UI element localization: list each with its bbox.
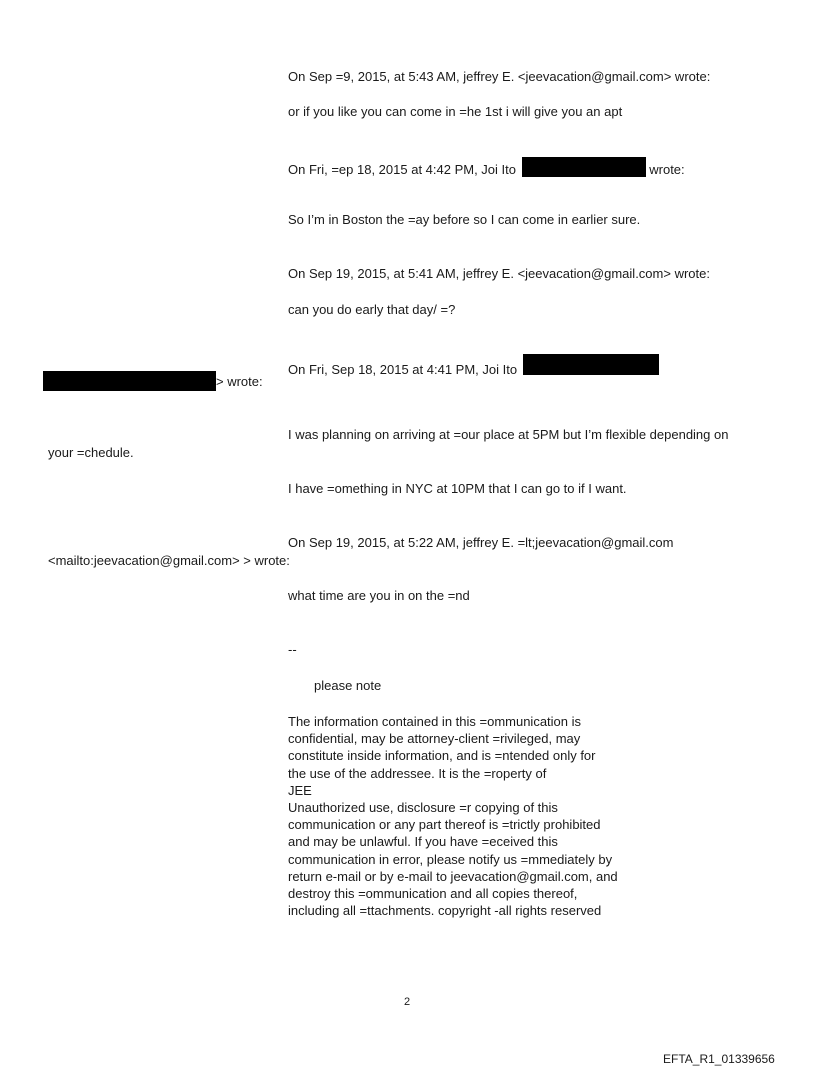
page-number: 2: [404, 996, 411, 1008]
email-body-4-line-1: I was planning on arriving at =our place at 5PM but I’m flexible depending on: [288, 427, 729, 442]
email-header-5-line-2: <mailto:jeevacation@gmail.com> > wrote:: [48, 553, 290, 568]
redaction-box: [523, 354, 659, 375]
email-header-2-text: On Fri, =ep 18, 2015 at 4:42 PM, Joi Ito: [288, 162, 516, 177]
notice-line: communication or any part thereof is =trictly prohibited: [288, 817, 601, 833]
email-header-2: [288, 157, 685, 178]
notice-line: Unauthorized use, disclosure =r copying of this: [288, 800, 558, 816]
email-header-2-wrote: wrote:: [649, 162, 685, 177]
notice-line: destroy this =ommunication and all copies thereof,: [288, 886, 578, 902]
notice-line: confidential, may be attorney-client =rivileged, may: [288, 731, 581, 747]
notice-title: please note: [314, 678, 382, 693]
email-header-1: On Sep =9, 2015, at 5:43 AM, jeffrey E. <jeevacation@gmail.com> wrote:: [288, 69, 711, 84]
redaction-box: [522, 157, 646, 177]
notice-line: return e-mail or by e-mail to jeevacation@gmail.com, and: [288, 868, 618, 884]
email-header-5-line-1: On Sep 19, 2015, at 5:22 AM, jeffrey E. =lt;jeevacation@gmail.com: [288, 535, 674, 550]
email-header-4-text: On Fri, Sep 18, 2015 at 4:41 PM, Joi Ito: [288, 362, 518, 377]
notice-line: the use of the addressee. It is the =roperty of: [288, 765, 547, 781]
notice-line: JEE: [288, 782, 312, 798]
notice-line: constitute inside information, and is =ntended only for: [288, 748, 596, 764]
notice-line: and may be unlawful. If you have =eceived this: [288, 834, 558, 850]
email-body-6: what time are you in on the =nd: [288, 588, 470, 603]
redaction-box: [43, 371, 216, 391]
email-body-4-line-2: your =chedule.: [48, 445, 134, 460]
email-body-1: or if you like you can come in =he 1st i will give you an apt: [288, 104, 623, 119]
signature-separator: --: [288, 642, 297, 657]
notice-line: communication in error, please notify us =mmediately by: [288, 851, 613, 867]
email-header-4-continuation: > wrote:: [216, 374, 263, 389]
notice-line: The information contained in this =ommunication is: [288, 714, 582, 729]
email-header-4: [288, 354, 659, 378]
email-body-5: I have =omething in NYC at 10PM that I can go to if I want.: [288, 481, 627, 496]
notice-line: including all =ttachments. copyright -all rights reserved: [288, 903, 602, 919]
document-id: EFTA_R1_01339656: [663, 1052, 775, 1066]
email-body-3: can you do early that day/ =?: [288, 302, 456, 317]
email-body-2: So I’m in Boston the =ay before so I can come in earlier sure.: [288, 212, 641, 227]
email-header-3: On Sep 19, 2015, at 5:41 AM, jeffrey E. <jeevacation@gmail.com> wrote:: [288, 266, 710, 281]
confidentiality-notice: [288, 713, 668, 919]
